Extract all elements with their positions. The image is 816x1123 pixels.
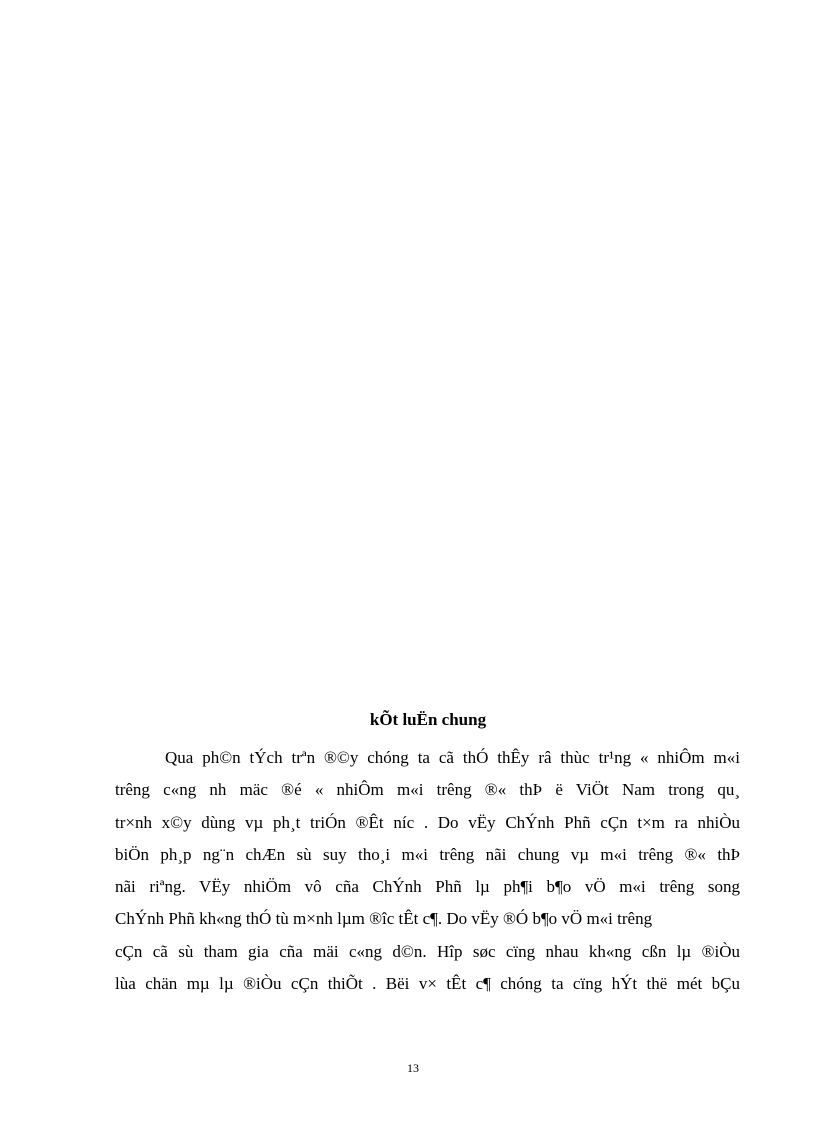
page-number: 13 [407,1061,419,1075]
section-heading: kÕt luËn chung [369,710,487,729]
body-paragraph [115,742,740,1000]
paragraph-line: trêng c«ng nh mäc ®é « nhiÔm m«i trêng ®« thÞ ë ViÖt Nam trong qu¸ [115,780,740,800]
paragraph-line: Qua ph©n tÝch trªn ®©y chóng ta cã thÓ thÊy râ thùc tr¹ng « nhiÔm m«i [165,748,740,767]
paragraph-line: cÇn cã sù tham gia cña mäi c«ng d©n. Hîp søc cïng nhau kh«ng cßn lµ ®iÒu [115,941,740,961]
paragraph-line: lùa chän mµ lµ ®iÒu cÇn thiÕt . Bëi v× tÊt c¶ chóng ta cïng hÝt thë mét bÇu [115,974,740,994]
paragraph-line: nãi riªng. VËy nhiÖm vô cña ChÝnh Phñ lµ ph¶i b¶o vÖ m«i trêng song [115,877,740,897]
paragraph-line: ChÝnh Phñ kh«ng thÓ tù m×nh lµm ®îc tÊt c¶. Do vËy ®Ó b¶o vÖ m«i trêng [115,909,653,929]
paragraph-line: tr×nh x©y dùng vµ ph¸t triÓn ®Êt níc . Do vËy ChÝnh Phñ cÇn t×m ra nhiÒu [115,812,740,832]
paragraph-line: biÖn ph¸p ng¨n chÆn sù suy tho¸i m«i trêng nãi chung vµ m«i trêng ®« thÞ [115,844,740,864]
